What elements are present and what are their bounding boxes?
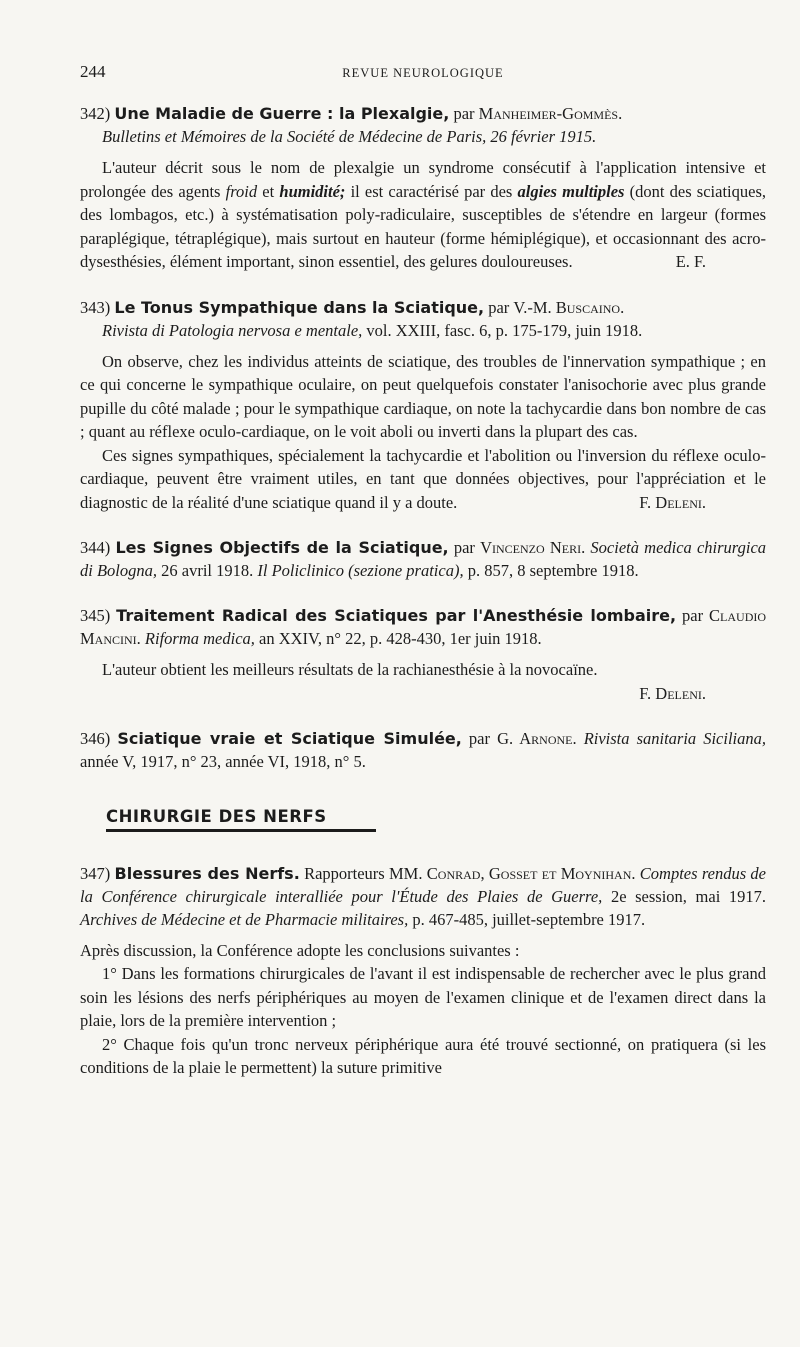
page-number: 244 (80, 62, 106, 81)
entry-by: par (682, 606, 704, 625)
entry-title: Les Signes Objectifs de la Sciatique, (115, 538, 449, 557)
signature: F. Deleni. (639, 492, 706, 512)
entry-source-2-details: p. 857, 8 septembre 1918. (467, 561, 639, 580)
text-run: algies multiples (517, 181, 625, 201)
running-title: REVUE NEUROLOGIQUE (342, 66, 504, 80)
entry-342 (80, 102, 766, 274)
abstract-paragraph (80, 156, 766, 274)
entry-by: par (468, 728, 490, 748)
entry-source: Riforma medica, (144, 629, 255, 648)
text-run: il est caractérisé par des (350, 181, 513, 201)
entry-author: Vincenzo Neri. (480, 538, 586, 557)
entry-number: 342) (80, 104, 111, 123)
text-run: Ces signes sympathiques, spécialement la tachycardie et l'abolition ou l'inversion du réflexe oculo-cardiaque, peuvent être vraiment utiles, en tant que données objectives, pour l'appréciation et le diagnostic de la réalité d'une sciatique quand il y a doute. (80, 445, 766, 512)
abstract-paragraph (80, 444, 766, 515)
reference-347 (80, 862, 766, 931)
entry-number: 346) (80, 728, 111, 748)
entry-title: Le Tonus Sympathique dans la Sciatique, (114, 297, 485, 317)
reference-342 (80, 102, 766, 148)
entry-source-details: 26 avril 1918. (161, 561, 254, 580)
entry-344 (80, 536, 766, 582)
entry-by: par (453, 538, 475, 557)
page (80, 62, 766, 1080)
entry-title: Blessures des Nerfs. (114, 863, 300, 883)
text-run: et (262, 181, 275, 201)
entry-source: Rivista di Patologia nervosa e mentale, (102, 320, 363, 340)
reference-343 (80, 296, 766, 342)
page-header (80, 62, 766, 90)
signature: F. Deleni. (639, 683, 706, 703)
entry-346 (80, 727, 766, 773)
text-run: froid (225, 181, 258, 201)
reference-346 (80, 727, 766, 773)
entry-source-2: Il Policlinico (sezione pratica), (257, 561, 464, 580)
entry-number: 343) (80, 297, 111, 317)
reference-345 (80, 604, 766, 650)
entry-by: par (488, 297, 510, 317)
entry-source-2: Archives de Médecine et de Pharmacie militaires, (80, 909, 409, 929)
entry-source-details: an XXIV, n° 22, p. 428-430, 1er juin 1918. (259, 629, 542, 648)
entry-title: Traitement Radical des Sciatiques par l'Anesthésie lombaire, (116, 606, 677, 625)
abstract-paragraph: Après discussion, la Conférence adopte les conclusions suivantes : (80, 940, 520, 960)
entry-author: Manheimer-Gommès. (478, 104, 623, 123)
abstract-paragraph: L'auteur obtient les meilleurs résultats de la rachianesthésie à la novocaïne. (102, 660, 598, 679)
entry-source: Comptes rendus de la Conférence chirurgicale interalliée pour l'Étude des Plaies de Guerre, (80, 863, 767, 906)
abstract-paragraph: 2° Chaque fois qu'un tronc nerveux périphérique aura été trouvé sectionné, on pratiquera (si les conditions de la plaie le permettent) la suture primitive (80, 1034, 766, 1077)
entry-author: Conrad, Gosset et Moynihan. (426, 863, 636, 883)
entry-source: Società medica chirurgica di Bologna, (80, 538, 767, 580)
entry-by: par (453, 104, 475, 123)
entry-author: V.-M. Buscaino. (513, 297, 625, 317)
entry-343 (80, 296, 766, 515)
entry-number: 347) (80, 863, 111, 883)
entry-source: Bulletins et Mémoires de la Société de Médecine de Paris, 26 février 1915. (102, 127, 597, 146)
entry-source-details: vol. XXIII, fasc. 6, p. 175-179, juin 1918. (366, 320, 643, 340)
entry-title: Une Maladie de Guerre : la Plexalgie, (114, 104, 450, 123)
abstract-paragraph: On observe, chez les individus atteints de sciatique, des troubles de l'innervation sympathique ; en ce qui concerne le sympathique oculaire, on peut quelquefois constater l'anisochorie avec plus grande pupille du côté malade ; pour le sympathique cardiaque, on note la tachycardie dans bon nombre de cas ; quant au réflexe oculo-cardiaque, on le voit aboli ou inverti dans la plupart des cas. (80, 351, 766, 441)
entry-by: Rapporteurs MM. (304, 863, 423, 883)
entry-title: Sciatique vraie et Sciatique Simulée, (117, 728, 462, 748)
text-run: (dont des sciatiques, des lombagos, etc.) à systématisation poly-radiculaire, susceptibles de s'étendre en largeur (formes paraplégique, tétraplégique), mais surtout en hauteur (forme hémiplégique), et occasionnant des acro-dysesthésies, élément important, sinon essentiel, des gelures douloureuses. (80, 181, 766, 271)
reference-344 (80, 536, 766, 582)
entry-author: G. Arnone. (497, 728, 577, 748)
entry-number: 344) (80, 538, 111, 557)
entry-source-details: 2e session, mai 1917. (610, 886, 767, 906)
entry-source: Rivista sanitaria Siciliana, (583, 728, 767, 748)
text-run: humidité; (279, 181, 346, 201)
section-title: CHIRURGIE DES NERFS (106, 807, 376, 832)
entry-number: 345) (80, 606, 111, 625)
abstract-paragraph: 1° Dans les formations chirurgicales de l'avant il est indispensable de rechercher avec le plus grand soin les lésions des nerfs périphériques au moyen de l'examen clinique et de l'examen direct dans la plaie, lors de la première intervention ; (80, 964, 766, 1030)
entry-345 (80, 604, 766, 705)
entry-347 (80, 862, 766, 1080)
entry-source-2-details: p. 467-485, juillet-septembre 1917. (412, 909, 646, 929)
entry-source-details: année V, 1917, n° 23, année VI, 1918, n° 5. (80, 751, 366, 771)
entry-author: Claudio Mancini. (80, 606, 767, 648)
signature: E. F. (675, 252, 706, 271)
text-run: L'auteur décrit sous le nom de plexalgie un syndrome consécutif à l'application intensive et prolongée des agents (80, 158, 766, 201)
